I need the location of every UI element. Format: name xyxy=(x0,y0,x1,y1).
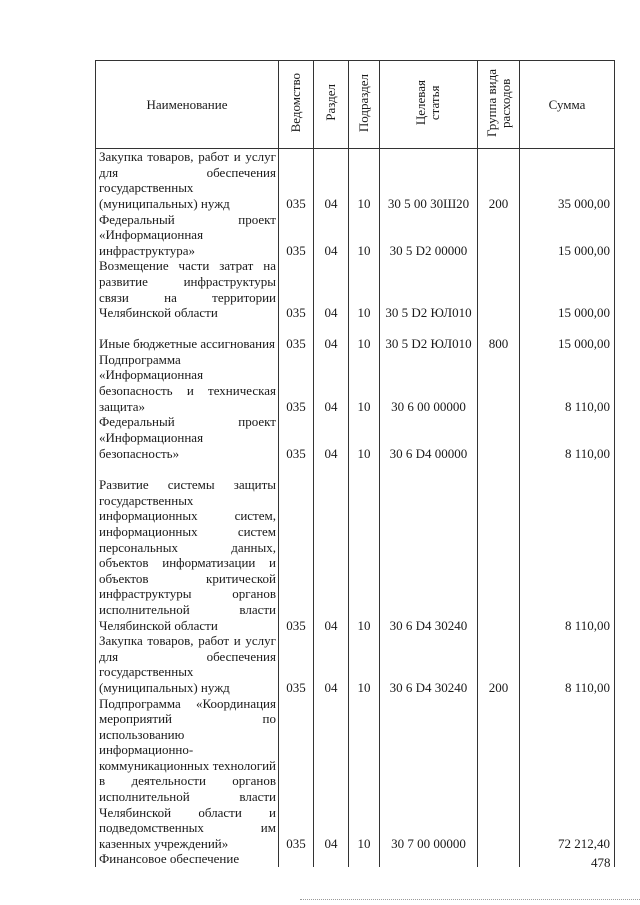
row-group xyxy=(478,258,520,320)
row-section: 04 xyxy=(314,461,349,633)
table-row xyxy=(96,149,615,212)
row-article: 30 5 D2 00000 xyxy=(380,211,478,258)
row-subsection: 10 xyxy=(349,149,380,212)
header-dept: Ведомство xyxy=(279,61,314,149)
row-subsection xyxy=(349,851,380,867)
table-row xyxy=(96,352,615,414)
row-article: 30 6 D4 30240 xyxy=(380,633,478,695)
row-section: 04 xyxy=(314,352,349,414)
row-article: 30 6 D4 00000 xyxy=(380,414,478,461)
row-subsection: 10 xyxy=(349,633,380,695)
row-subsection: 10 xyxy=(349,258,380,320)
row-dept: 035 xyxy=(279,258,314,320)
row-subsection: 10 xyxy=(349,414,380,461)
row-amount: 72 212,40 xyxy=(520,696,615,852)
row-name: Возмещение части затрат на развитие инфраструктуры связи на территории Челябинской области xyxy=(96,258,279,320)
row-group: 200 xyxy=(478,149,520,212)
table-row xyxy=(96,461,615,633)
table-row xyxy=(96,851,615,867)
table-row xyxy=(96,211,615,258)
row-section: 04 xyxy=(314,633,349,695)
row-section: 04 xyxy=(314,321,349,352)
row-name: Подпрограмма «Информационная безопасность и техническая защита» xyxy=(96,352,279,414)
table-row xyxy=(96,696,615,852)
row-article: 30 5 00 30Ш20 xyxy=(380,149,478,212)
row-section xyxy=(314,851,349,867)
row-article: 30 6 00 00000 xyxy=(380,352,478,414)
footer-rule xyxy=(300,899,640,900)
row-subsection: 10 xyxy=(349,696,380,852)
row-article: 30 5 D2 ЮЛ010 xyxy=(380,321,478,352)
row-section: 04 xyxy=(314,258,349,320)
table-header-row xyxy=(96,61,615,149)
row-name: Федеральный проект «Информационная безопасность» xyxy=(96,414,279,461)
header-expense-group: Группа вида расходов xyxy=(478,61,520,149)
row-dept: 035 xyxy=(279,696,314,852)
header-subsection: Подраздел xyxy=(349,61,380,149)
row-group xyxy=(478,461,520,633)
row-group xyxy=(478,414,520,461)
row-name: Финансовое обеспечение xyxy=(96,851,279,867)
row-amount: 8 110,00 xyxy=(520,633,615,695)
row-group: 200 xyxy=(478,633,520,695)
page-number: 478 xyxy=(591,855,611,870)
row-article: 30 7 00 00000 xyxy=(380,696,478,852)
row-name: Развитие системы защиты государственных информационных систем, информационных систем персональных данных, объектов информатизации и объектов критической инфраструктуры органов исполнительной власти Челябинской области xyxy=(96,461,279,633)
budget-table xyxy=(95,60,615,867)
row-name: Федеральный проект «Информационная инфраструктура» xyxy=(96,211,279,258)
row-group xyxy=(478,211,520,258)
row-section: 04 xyxy=(314,696,349,852)
row-subsection: 10 xyxy=(349,461,380,633)
row-dept: 035 xyxy=(279,149,314,212)
row-dept xyxy=(279,851,314,867)
row-group: 800 xyxy=(478,321,520,352)
row-name: Закупка товаров, работ и услуг для обеспечения государственных (муниципальных) нужд xyxy=(96,633,279,695)
table-row xyxy=(96,258,615,320)
row-dept: 035 xyxy=(279,461,314,633)
row-subsection: 10 xyxy=(349,321,380,352)
row-article: 30 6 D4 30240 xyxy=(380,461,478,633)
row-dept: 035 xyxy=(279,352,314,414)
table-row xyxy=(96,633,615,695)
row-subsection: 10 xyxy=(349,211,380,258)
table-row xyxy=(96,414,615,461)
row-section: 04 xyxy=(314,149,349,212)
header-section: Раздел xyxy=(314,61,349,149)
row-amount: 15 000,00 xyxy=(520,258,615,320)
row-amount: 15 000,00 xyxy=(520,211,615,258)
header-name: Наименование xyxy=(96,61,279,149)
row-amount: 8 110,00 xyxy=(520,352,615,414)
row-subsection: 10 xyxy=(349,352,380,414)
row-amount: 35 000,00 xyxy=(520,149,615,212)
row-group xyxy=(478,696,520,852)
row-article: 30 5 D2 ЮЛ010 xyxy=(380,258,478,320)
row-group xyxy=(478,352,520,414)
row-dept: 035 xyxy=(279,414,314,461)
row-dept: 035 xyxy=(279,633,314,695)
table-row xyxy=(96,321,615,352)
row-name: Иные бюджетные ассигнования xyxy=(96,321,279,352)
row-name: Подпрограмма «Координация мероприятий по использованию информационно-коммуникационных технологий в деятельности органов исполнительной власти Челябинской области и подведомственных им казенных учреждений» xyxy=(96,696,279,852)
row-section: 04 xyxy=(314,211,349,258)
row-dept: 035 xyxy=(279,321,314,352)
row-amount: 8 110,00 xyxy=(520,414,615,461)
row-dept: 035 xyxy=(279,211,314,258)
row-group xyxy=(478,851,520,867)
row-amount: 8 110,00 xyxy=(520,461,615,633)
row-article xyxy=(380,851,478,867)
header-amount: Сумма xyxy=(520,61,615,149)
row-name: Закупка товаров, работ и услуг для обеспечения государственных (муниципальных) нужд xyxy=(96,149,279,212)
row-section: 04 xyxy=(314,414,349,461)
row-amount: 15 000,00 xyxy=(520,321,615,352)
header-article: Целевая статья xyxy=(380,61,478,149)
